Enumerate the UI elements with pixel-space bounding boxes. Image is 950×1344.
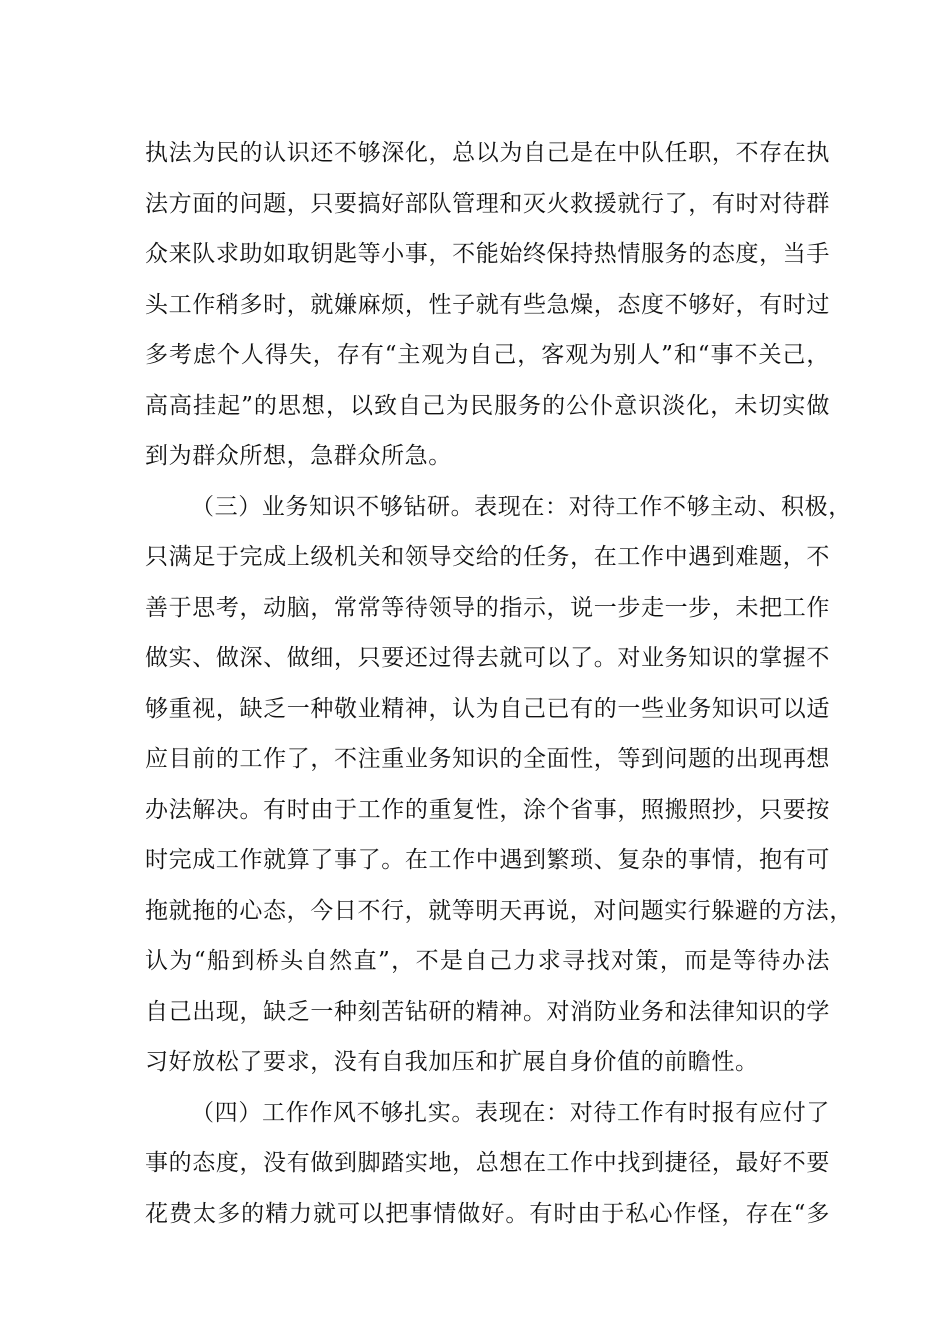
text-line: 事的态度，没有做到脚踏实地，总想在工作中找到捷径，最好不要 bbox=[145, 1150, 830, 1176]
text-line: 善于思考，动脑，常常等待领导的指示，说一步走一步，未把工作 bbox=[145, 594, 830, 621]
text-line: 认为“船到桥头自然直”，不是自己力求寻找对策，而是等待办法 bbox=[145, 948, 830, 974]
section-heading-line: （三）业务知识不够钻研。表现在：对待工作不够主动、积极， bbox=[191, 493, 852, 520]
text-line: 法方面的问题，只要搞好部队管理和灭火救援就行了，有时对待群 bbox=[145, 190, 830, 217]
text-line: 做实、做深、做细，只要还过得去就可以了。对业务知识的掌握不 bbox=[145, 645, 830, 671]
text-line: 只满足于完成上级机关和领导交给的任务，在工作中遇到难题，不 bbox=[145, 544, 830, 570]
text-line: 花费太多的精力就可以把事情做好。有时由于私心作怪，存在“多 bbox=[145, 1200, 830, 1227]
text-line: 自己出现，缺乏一种刻苦钻研的精神。对消防业务和法律知识的学 bbox=[145, 998, 830, 1025]
text-line: 应目前的工作了，不注重业务知识的全面性，等到问题的出现再想 bbox=[145, 746, 830, 772]
text-line: 高高挂起”的思想，以致自己为民服务的公仆意识淡化，未切实做 bbox=[145, 392, 830, 419]
text-line: 众来队求助如取钥匙等小事，不能始终保持热情服务的态度，当手 bbox=[145, 241, 830, 267]
document-body bbox=[145, 128, 853, 1239]
text-line: 拖就拖的心态，今日不行，就等明天再说，对问题实行躲避的方法， bbox=[145, 897, 853, 924]
text-line: 多考虑个人得失，存有“主观为自己，客观为别人”和“事不关己， bbox=[145, 342, 830, 368]
text-line: 执法为民的认识还不够深化，总以为自己是在中队任职，不存在执 bbox=[145, 140, 830, 166]
text-line: 到为群众所想，急群众所急。 bbox=[145, 443, 452, 469]
text-line: 时完成工作就算了事了。在工作中遇到繁琐、复杂的事情，抱有可 bbox=[145, 847, 830, 873]
text-line: 习好放松了要求，没有自我加压和扩展自身价值的前瞻性。 bbox=[145, 1049, 759, 1075]
section-heading-line: （四）工作作风不够扎实。表现在：对待工作有时报有应付了 bbox=[191, 1099, 830, 1126]
text-line: 头工作稍多时，就嫌麻烦，性子就有些急燥，态度不够好，有时过 bbox=[145, 291, 830, 318]
text-line: 够重视，缺乏一种敬业精神，认为自己已有的一些业务知识可以适 bbox=[145, 695, 830, 722]
text-line: 办法解决。有时由于工作的重复性，涂个省事，照搬照抄，只要按 bbox=[145, 796, 830, 823]
